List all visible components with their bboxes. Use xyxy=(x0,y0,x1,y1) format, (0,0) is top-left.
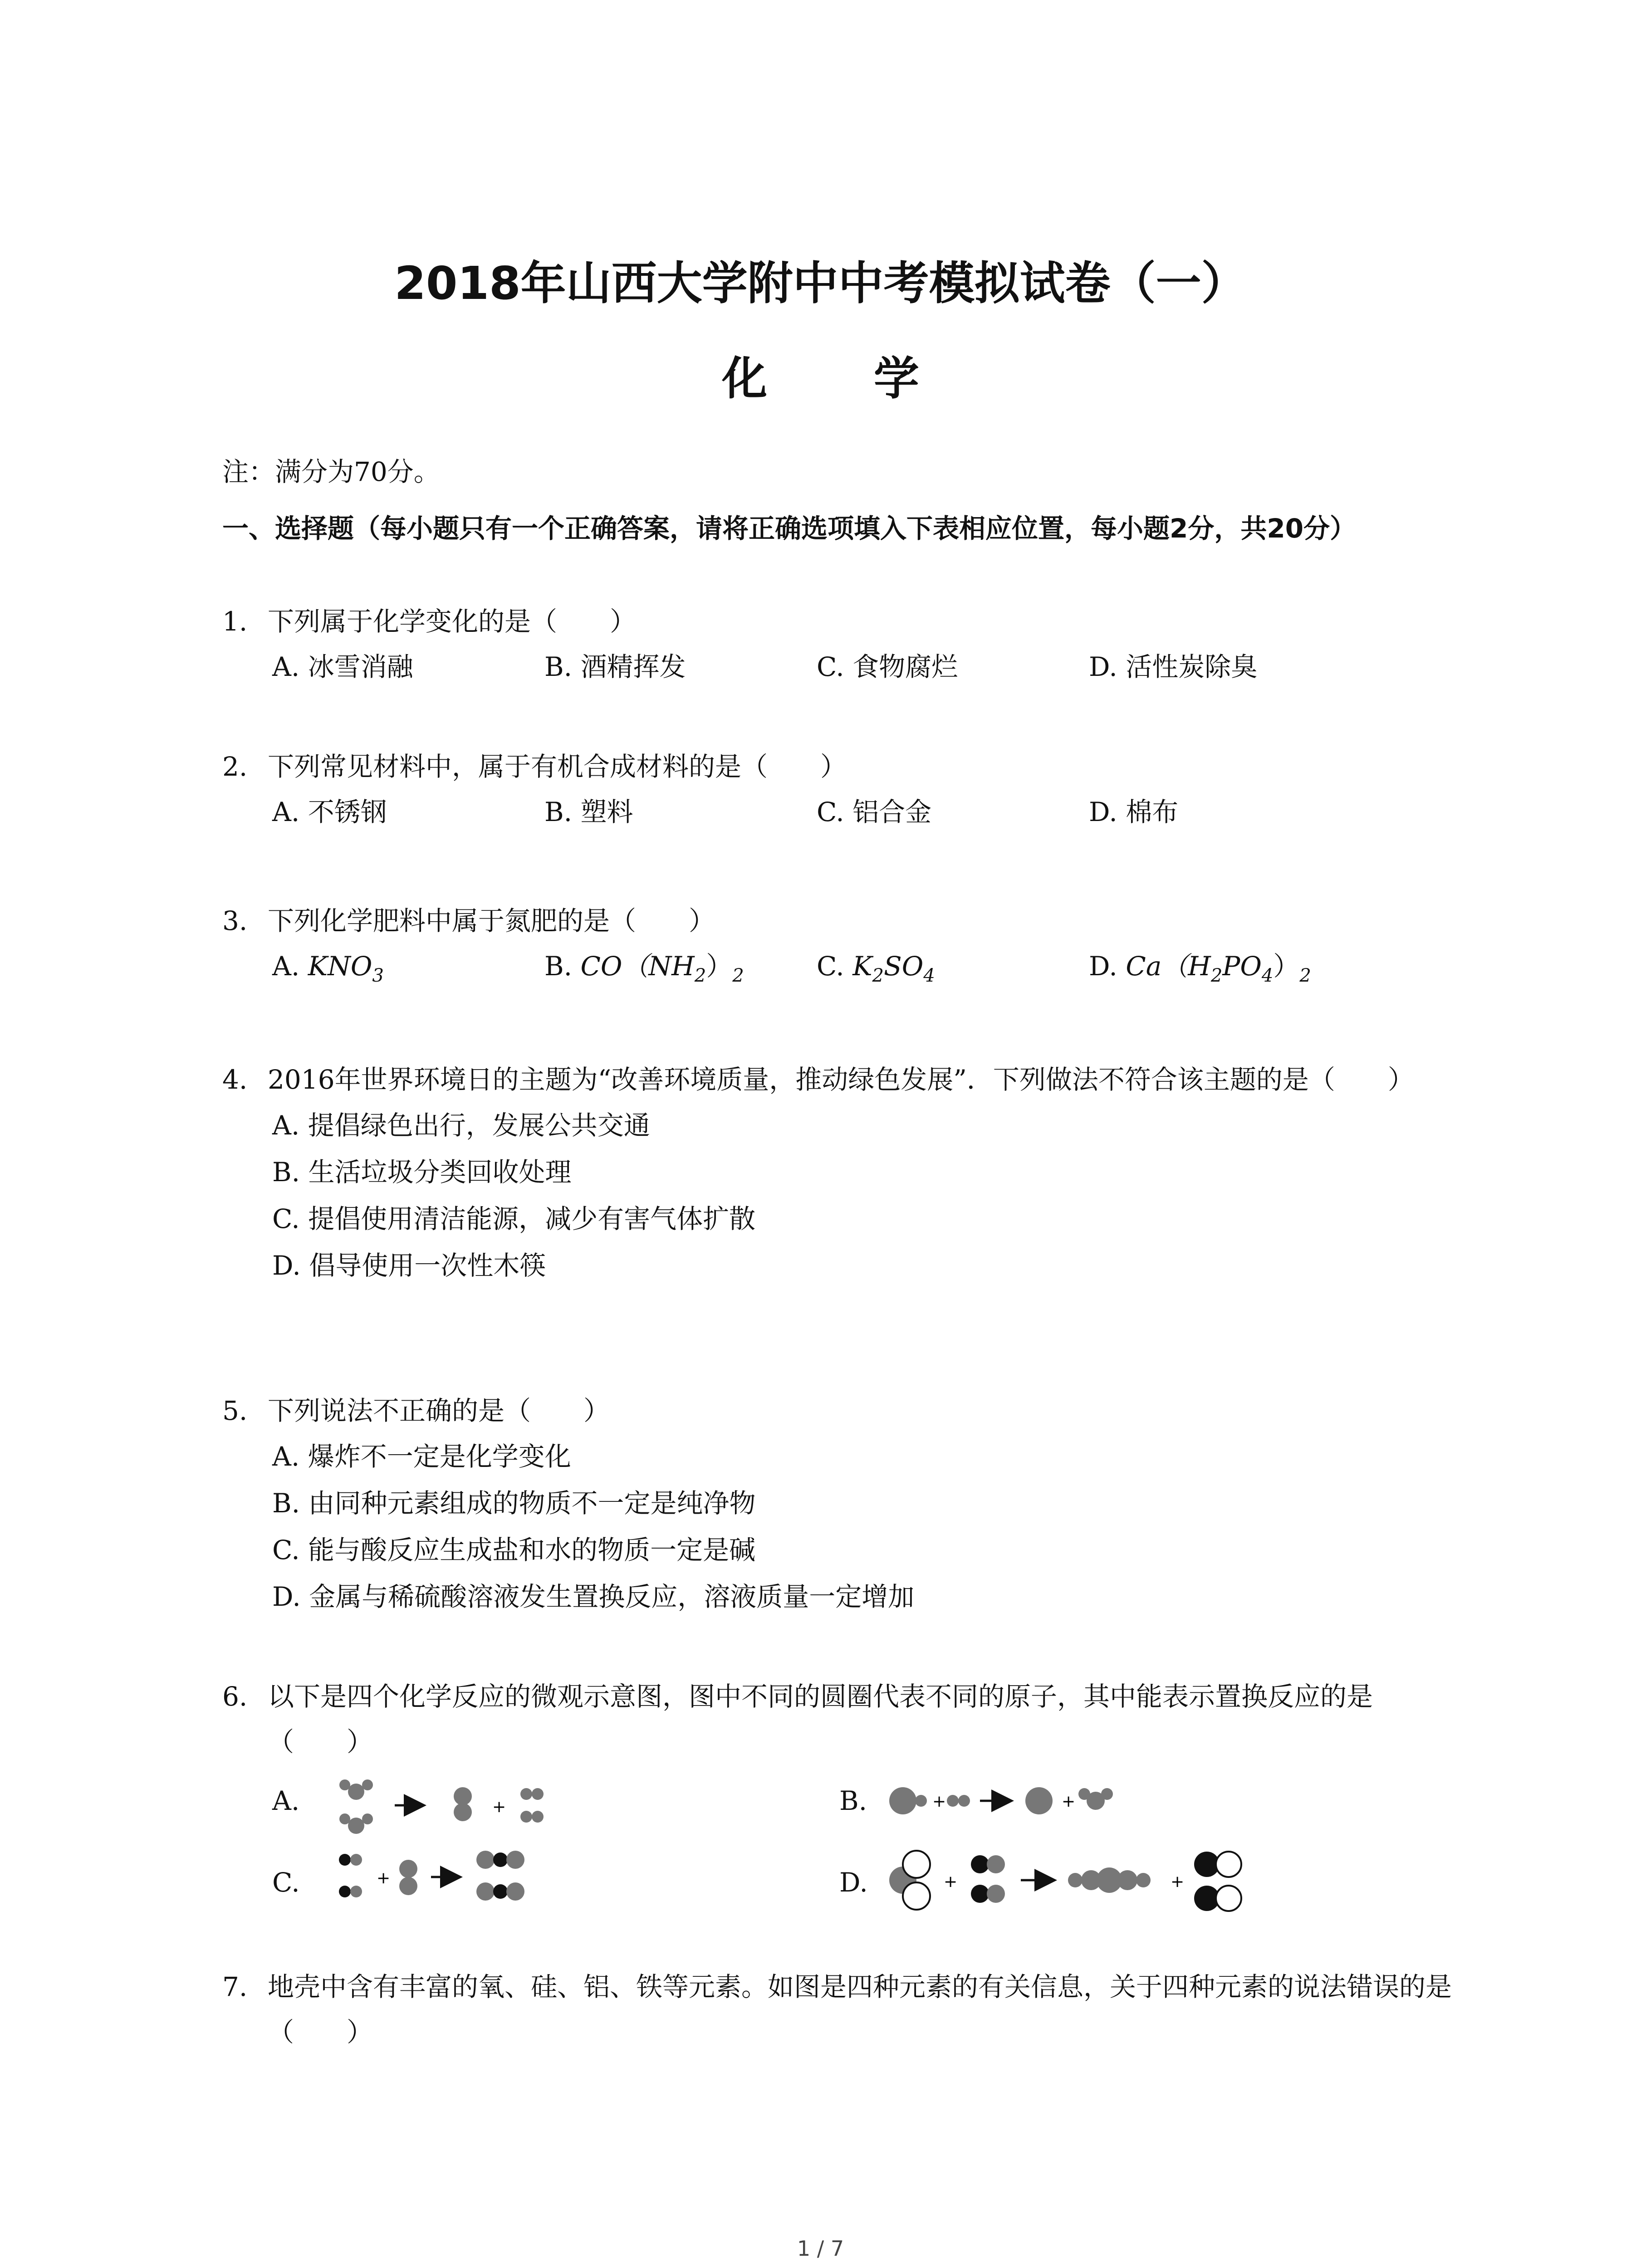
question-5 xyxy=(222,1388,1456,1620)
formula-part: SO xyxy=(883,951,924,982)
option-b[interactable]: B. xyxy=(839,1785,867,1816)
formula-part: ） xyxy=(706,951,733,982)
formula-urea xyxy=(580,951,744,986)
formula-kno3 xyxy=(308,951,384,986)
formula-subscript: 4 xyxy=(923,965,935,986)
reaction-diagrams xyxy=(272,1765,1316,1928)
options-row xyxy=(222,644,1456,689)
option-d[interactable]: D. 倡导使用一次性木筷 xyxy=(272,1250,546,1281)
question-text: 2016年世界环境日的主题为“改善环境质量，推动绿色发展”．下列做法不符合该主题的是（ ） xyxy=(268,1064,1414,1095)
svg-text:+: + xyxy=(932,1792,946,1811)
option-letter: D. xyxy=(1089,951,1117,982)
option-letter: A. xyxy=(272,951,300,982)
option-a[interactable]: A. 冰雪消融 xyxy=(272,651,413,682)
option-d[interactable] xyxy=(1089,943,1311,998)
question-number: 4. xyxy=(222,1064,248,1095)
formula-subscript: 4 xyxy=(1261,965,1274,986)
option-d[interactable]: D. 金属与稀硫酸溶液发生置换反应，溶液质量一定增加 xyxy=(272,1581,915,1612)
question-number: 3. xyxy=(222,905,248,936)
question-text: 地壳中含有丰富的氧、硅、铝、铁等元素。如图是四种元素的有关信息，关于四种元素的说法错误的是（ ） xyxy=(268,1971,1452,2048)
option-letter: C. xyxy=(817,951,844,982)
question-text: 下列属于化学变化的是（ ） xyxy=(268,606,637,637)
formula-subscript: 2 xyxy=(872,965,884,986)
option-d[interactable]: D. 棉布 xyxy=(1089,797,1179,827)
option-a[interactable]: A. xyxy=(272,1785,300,1816)
option-letter: B. xyxy=(544,951,573,982)
option-a[interactable]: A. 不锈钢 xyxy=(272,797,387,827)
formula-part: K xyxy=(852,951,872,982)
question-2 xyxy=(222,744,1456,835)
question-stem xyxy=(222,898,1456,943)
question-stem xyxy=(222,1388,1456,1433)
question-4 xyxy=(222,1057,1456,1289)
page-number: 1 / 7 xyxy=(797,2236,844,2261)
svg-text:+: + xyxy=(1062,1792,1076,1811)
question-text: 以下是四个化学反应的微观示意图，图中不同的圆圈代表不同的原子，其中能表示置换反应的是（ ） xyxy=(268,1681,1373,1757)
formula-subscript: 3 xyxy=(372,965,384,986)
reaction-a xyxy=(339,1779,544,1834)
question-1 xyxy=(222,599,1456,689)
option-b[interactable]: B. 生活垃圾分类回收处理 xyxy=(272,1157,572,1188)
question-stem xyxy=(222,1674,1456,1765)
question-number: 1. xyxy=(222,606,248,637)
svg-text:+: + xyxy=(944,1872,958,1891)
option-a[interactable] xyxy=(272,943,384,998)
question-stem xyxy=(222,599,1456,644)
formula-subscript: 2 xyxy=(694,965,706,986)
svg-text:+: + xyxy=(492,1798,506,1816)
reaction-c xyxy=(339,1851,524,1901)
option-b[interactable]: B. 由同种元素组成的物质不一定是纯净物 xyxy=(272,1488,756,1519)
formula-part: PO xyxy=(1222,951,1262,982)
question-6 xyxy=(222,1674,1456,1765)
formula-k2so4 xyxy=(852,951,935,986)
svg-text:+: + xyxy=(377,1869,391,1887)
option-c[interactable]: C. 食物腐烂 xyxy=(817,651,958,682)
formula-subscript: 2 xyxy=(732,965,744,986)
question-3 xyxy=(222,898,1456,989)
options-row xyxy=(222,789,1456,835)
subject-title: 化 学 xyxy=(722,352,965,405)
formula-subscript: 2 xyxy=(1299,965,1311,986)
question-number: 6. xyxy=(222,1681,248,1712)
section-heading: 一、选择题（每小题只有一个正确答案，请将正确选项填入下表相应位置，每小题2分，共20分） xyxy=(222,513,1357,544)
option-a[interactable]: A. 提倡绿色出行，发展公共交通 xyxy=(272,1110,650,1141)
option-d[interactable]: D. 活性炭除臭 xyxy=(1089,651,1258,682)
option-c[interactable]: C. xyxy=(272,1867,300,1898)
question-text: 下列说法不正确的是（ ） xyxy=(268,1395,610,1426)
formula-part: ） xyxy=(1273,951,1300,982)
question-stem xyxy=(222,1964,1456,2055)
reaction-b xyxy=(889,1787,1113,1814)
options-column xyxy=(222,1102,1456,1289)
question-number: 2. xyxy=(222,751,248,782)
formula-part: KNO xyxy=(308,951,372,982)
reaction-illustration xyxy=(272,1765,1316,1928)
option-b[interactable]: B. 酒精挥发 xyxy=(544,651,686,682)
question-number: 7. xyxy=(222,1971,248,2002)
reaction-d xyxy=(889,1851,1241,1911)
options-row xyxy=(222,943,1456,989)
question-stem xyxy=(222,1057,1456,1102)
formula-cah2po4 xyxy=(1126,951,1311,986)
question-stem xyxy=(222,744,1456,789)
svg-text:+: + xyxy=(1171,1872,1185,1891)
page-title: 2018年山西大学附中中考模拟试卷（一） xyxy=(394,257,1247,310)
question-text: 下列化学肥料中属于氮肥的是（ ） xyxy=(268,905,715,936)
score-note: 注：满分为70分。 xyxy=(222,456,440,487)
option-b[interactable]: B. 塑料 xyxy=(544,797,633,827)
option-b[interactable] xyxy=(544,943,744,998)
options-column xyxy=(222,1433,1456,1620)
option-d[interactable]: D. xyxy=(839,1867,868,1898)
option-c[interactable] xyxy=(817,943,935,998)
formula-part: CO（NH xyxy=(580,951,695,982)
option-c[interactable]: C. 铝合金 xyxy=(817,797,932,827)
option-a[interactable]: A. 爆炸不一定是化学变化 xyxy=(272,1441,571,1472)
question-number: 5. xyxy=(222,1395,248,1426)
formula-part: Ca（H xyxy=(1126,951,1211,982)
question-text: 下列常见材料中，属于有机合成材料的是（ ） xyxy=(268,751,847,782)
option-c[interactable]: C. 能与酸反应生成盐和水的物质一定是碱 xyxy=(272,1535,756,1565)
formula-subscript: 2 xyxy=(1210,965,1223,986)
question-7 xyxy=(222,1964,1456,2055)
option-c[interactable]: C. 提倡使用清洁能源，减少有害气体扩散 xyxy=(272,1203,756,1234)
